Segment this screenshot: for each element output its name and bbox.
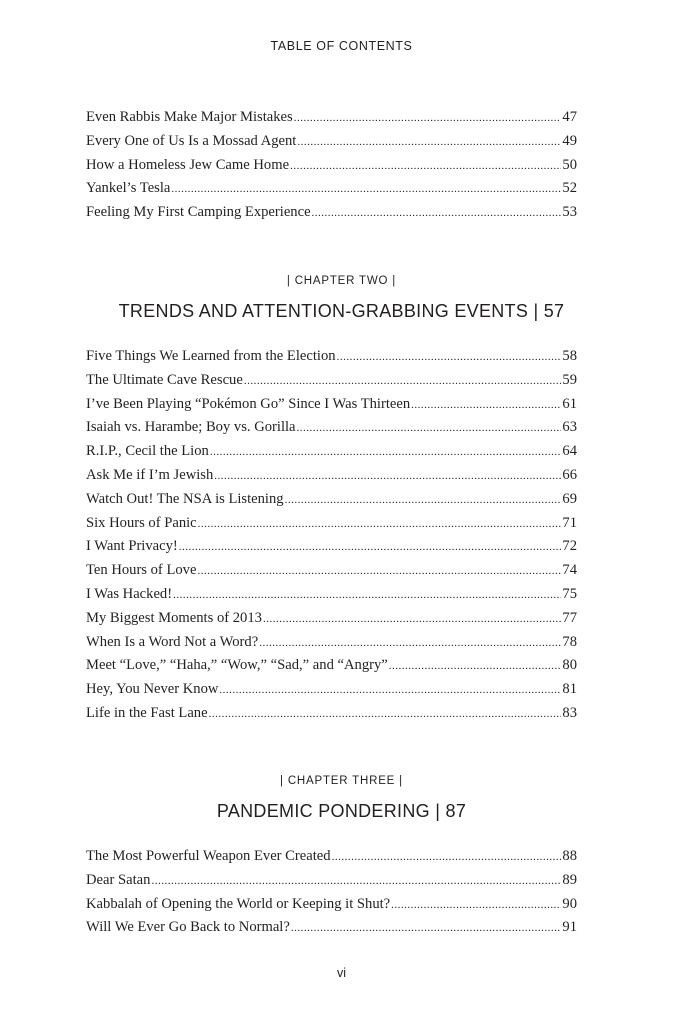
entry-title: Even Rabbis Make Major Mistakes bbox=[86, 109, 293, 125]
entry-title: I’ve Been Playing “Pokémon Go” Since I Was Thirteen bbox=[86, 395, 411, 412]
toc-entry[interactable] bbox=[86, 896, 577, 920]
dot-leader bbox=[337, 352, 562, 363]
running-header: TABLE OF CONTENTS bbox=[270, 39, 413, 53]
entry-page: 75 bbox=[562, 585, 577, 602]
toc-entry[interactable] bbox=[86, 562, 577, 586]
entry-page: 63 bbox=[562, 419, 577, 436]
entry-title: Dear Satan bbox=[86, 871, 151, 888]
entry-page: 59 bbox=[562, 371, 577, 388]
page-number: vi bbox=[336, 966, 347, 980]
entry-page: 77 bbox=[562, 609, 577, 626]
toc-entry[interactable] bbox=[86, 467, 577, 491]
entry-page: 58 bbox=[562, 348, 577, 364]
entry-page: 74 bbox=[562, 562, 577, 579]
toc-entry[interactable] bbox=[86, 491, 577, 515]
toc-entry[interactable] bbox=[86, 443, 577, 467]
entry-page: 72 bbox=[562, 538, 577, 555]
dot-leader bbox=[151, 876, 561, 887]
dot-leader bbox=[219, 685, 561, 696]
entry-title: Isaiah vs. Harambe; Boy vs. Gorilla bbox=[86, 419, 296, 436]
entry-title: When Is a Word Not a Word? bbox=[86, 633, 259, 650]
dot-leader bbox=[332, 852, 562, 863]
entry-page: 81 bbox=[562, 681, 577, 698]
entry-page: 69 bbox=[562, 490, 577, 507]
dot-leader bbox=[244, 376, 562, 387]
entry-page: 47 bbox=[562, 109, 577, 125]
dot-leader bbox=[389, 661, 562, 672]
entry-page: 53 bbox=[562, 204, 577, 221]
entry-title: Kabbalah of Opening the World or Keeping it Shut? bbox=[86, 895, 391, 912]
toc-entry[interactable] bbox=[86, 848, 577, 872]
entry-title: Ten Hours of Love bbox=[86, 562, 197, 579]
dot-leader bbox=[297, 137, 561, 148]
entry-title: Every One of Us Is a Mossad Agent bbox=[86, 132, 297, 149]
toc-entry[interactable] bbox=[86, 396, 577, 420]
entry-page: 66 bbox=[562, 466, 577, 483]
entry-page: 91 bbox=[562, 919, 577, 936]
entry-title: Meet “Love,” “Haha,” “Wow,” “Sad,” and “Angry” bbox=[86, 657, 388, 674]
toc-chapter-three bbox=[86, 848, 577, 943]
chapter-two-label: | CHAPTER TWO | bbox=[286, 275, 397, 287]
entry-page: 90 bbox=[562, 895, 577, 912]
entry-title: Watch Out! The NSA is Listening bbox=[86, 490, 284, 507]
toc-section-one bbox=[86, 109, 577, 228]
entry-page: 71 bbox=[562, 514, 577, 531]
dot-leader bbox=[411, 400, 561, 411]
chapter-three-title[interactable]: PANDEMIC PONDERING | 87 bbox=[216, 801, 467, 821]
toc-entry[interactable] bbox=[86, 204, 577, 228]
toc-entry[interactable] bbox=[86, 919, 577, 943]
toc-chapter-two bbox=[86, 348, 577, 729]
toc-entry[interactable] bbox=[86, 157, 577, 181]
entry-title: Yankel’s Tesla bbox=[86, 180, 171, 197]
toc-entry[interactable] bbox=[86, 586, 577, 610]
entry-title: Five Things We Learned from the Election bbox=[86, 348, 336, 364]
dot-leader bbox=[294, 113, 562, 124]
entry-page: 83 bbox=[562, 704, 577, 721]
toc-entry[interactable] bbox=[86, 109, 577, 133]
toc-entry[interactable] bbox=[86, 180, 577, 204]
dot-leader bbox=[297, 423, 562, 434]
toc-entry[interactable] bbox=[86, 515, 577, 539]
dot-leader bbox=[209, 709, 562, 720]
entry-page: 52 bbox=[562, 180, 577, 197]
entry-title: Feeling My First Camping Experience bbox=[86, 204, 311, 221]
toc-entry[interactable] bbox=[86, 610, 577, 634]
dot-leader bbox=[291, 923, 562, 934]
dot-leader bbox=[179, 542, 562, 553]
entry-title: Will We Ever Go Back to Normal? bbox=[86, 919, 290, 936]
entry-page: 80 bbox=[562, 657, 577, 674]
entry-page: 49 bbox=[562, 132, 577, 149]
entry-title: R.I.P., Cecil the Lion bbox=[86, 443, 209, 460]
dot-leader bbox=[391, 900, 561, 911]
entry-title: Six Hours of Panic bbox=[86, 514, 197, 531]
dot-leader bbox=[171, 184, 561, 195]
dot-leader bbox=[197, 566, 561, 577]
toc-entry[interactable] bbox=[86, 872, 577, 896]
dot-leader bbox=[259, 638, 561, 649]
entry-page: 61 bbox=[562, 395, 577, 412]
dot-leader bbox=[263, 614, 561, 625]
toc-entry[interactable] bbox=[86, 634, 577, 658]
dot-leader bbox=[214, 471, 561, 482]
dot-leader bbox=[210, 447, 562, 458]
toc-entry[interactable] bbox=[86, 705, 577, 729]
entry-page: 89 bbox=[562, 871, 577, 888]
entry-page: 88 bbox=[562, 848, 577, 864]
toc-entry[interactable] bbox=[86, 419, 577, 443]
toc-entry[interactable] bbox=[86, 657, 577, 681]
entry-title: Ask Me if I’m Jewish bbox=[86, 466, 214, 483]
dot-leader bbox=[285, 495, 562, 506]
dot-leader bbox=[290, 161, 561, 172]
dot-leader bbox=[198, 519, 562, 530]
toc-entry[interactable] bbox=[86, 538, 577, 562]
dot-leader bbox=[312, 208, 562, 219]
entry-title: Life in the Fast Lane bbox=[86, 704, 208, 721]
entry-page: 78 bbox=[562, 633, 577, 650]
toc-entry[interactable] bbox=[86, 681, 577, 705]
chapter-two-title[interactable]: TRENDS AND ATTENTION-GRABBING EVENTS | 57 bbox=[118, 301, 565, 321]
entry-title: How a Homeless Jew Came Home bbox=[86, 156, 290, 173]
entry-title: I Was Hacked! bbox=[86, 585, 173, 602]
entry-page: 64 bbox=[562, 443, 577, 460]
chapter-three-label: | CHAPTER THREE | bbox=[280, 775, 403, 787]
entry-title: My Biggest Moments of 2013 bbox=[86, 609, 262, 626]
toc-entry[interactable] bbox=[86, 372, 577, 396]
entry-title: The Most Powerful Weapon Ever Created bbox=[86, 848, 331, 864]
entry-page: 50 bbox=[562, 156, 577, 173]
entry-title: Hey, You Never Know bbox=[86, 681, 219, 698]
entry-title: I Want Privacy! bbox=[86, 538, 178, 555]
dot-leader bbox=[173, 590, 561, 601]
toc-entry[interactable] bbox=[86, 348, 577, 372]
entry-title: The Ultimate Cave Rescue bbox=[86, 371, 243, 388]
toc-entry[interactable] bbox=[86, 133, 577, 157]
